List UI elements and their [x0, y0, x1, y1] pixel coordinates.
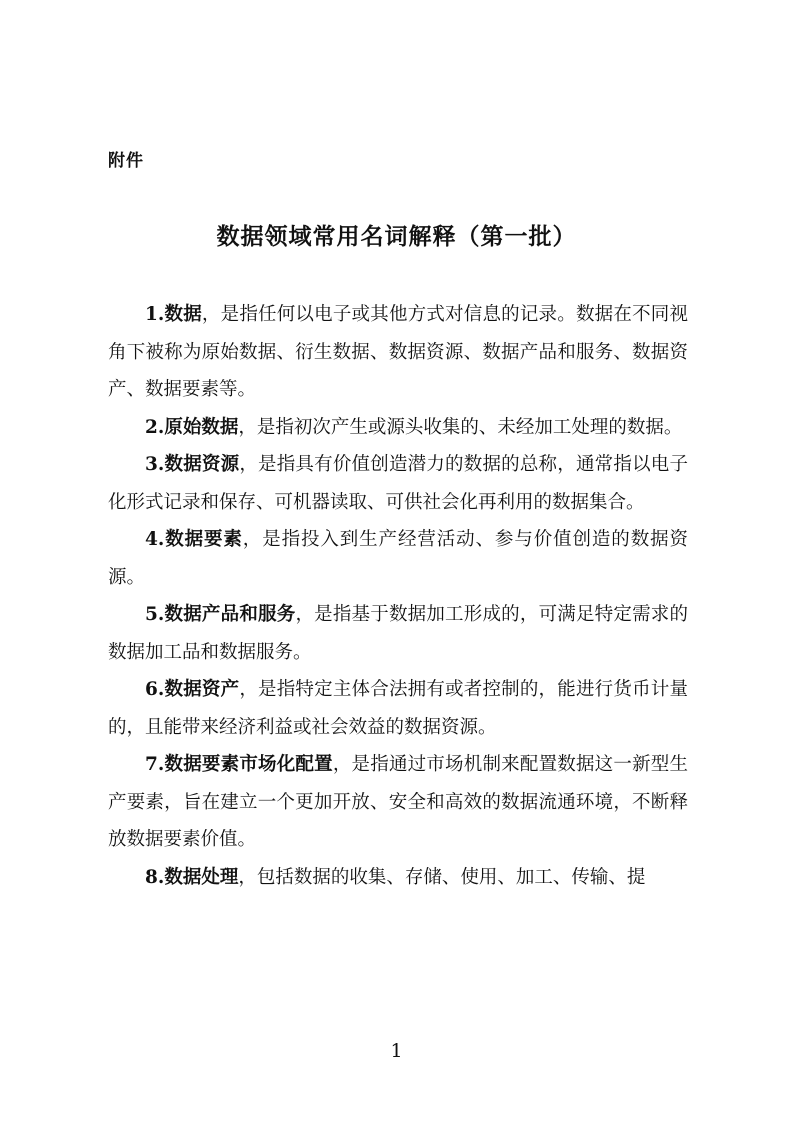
- entry-definition: ，包括数据的收集、存储、使用、加工、传输、提: [238, 866, 646, 888]
- entry-definition: ，是指通过市场机制来配置数据这一新型生产要素，旨在建立一个更加开放、安全和高效的数据流通环境，不断释放数据要素价值。: [108, 754, 688, 850]
- definition-entry: [108, 671, 688, 746]
- entry-definition: ，是指具有价值创造潜力的数据的总称，通常指以电子化形式记录和保存、可机器读取、可供社会化再利用的数据集合。: [108, 454, 688, 513]
- definition-entry: [108, 596, 688, 671]
- document-body: [108, 296, 688, 896]
- definition-entry: [108, 859, 688, 897]
- entry-term: 8.数据处理: [145, 866, 239, 888]
- entry-definition: ，是指初次产生或源头收集的、未经加工处理的数据。: [238, 416, 683, 438]
- definition-entry: [108, 296, 688, 409]
- page-number: 1: [390, 1040, 403, 1062]
- attachment-label: 附件: [108, 151, 144, 171]
- definition-entry: [108, 521, 688, 596]
- entry-term: 5.数据产品和服务: [145, 604, 296, 625]
- entry-term: 6.数据资产: [145, 679, 240, 700]
- entry-term: 7.数据要素市场化配置: [145, 754, 333, 775]
- entry-definition: ，是指任何以电子或其他方式对信息的记录。数据在不同视角下被称为原始数据、衍生数据、数据资源、数据产品和服务、数据资产、数据要素等。: [108, 304, 688, 400]
- definition-entry: [108, 746, 688, 859]
- definition-entry: [108, 446, 688, 521]
- entry-definition: ，是指投入到生产经营活动、参与价值创造的数据资源。: [108, 529, 688, 588]
- entry-definition: ，是指基于数据加工形成的，可满足特定需求的数据加工品和数据服务。: [108, 604, 688, 663]
- entry-term: 1.数据: [145, 304, 202, 325]
- entry-term: 4.数据要素: [145, 529, 243, 550]
- document-title: 数据领域常用名词解释（第一批）: [216, 223, 577, 250]
- entry-term: 3.数据资源: [145, 454, 240, 475]
- entry-definition: ，是指特定主体合法拥有或者控制的，能进行货币计量的，且能带来经济利益或社会效益的数据资源。: [108, 679, 688, 738]
- entry-term: 2.原始数据: [145, 416, 239, 438]
- definition-entry: [108, 409, 688, 447]
